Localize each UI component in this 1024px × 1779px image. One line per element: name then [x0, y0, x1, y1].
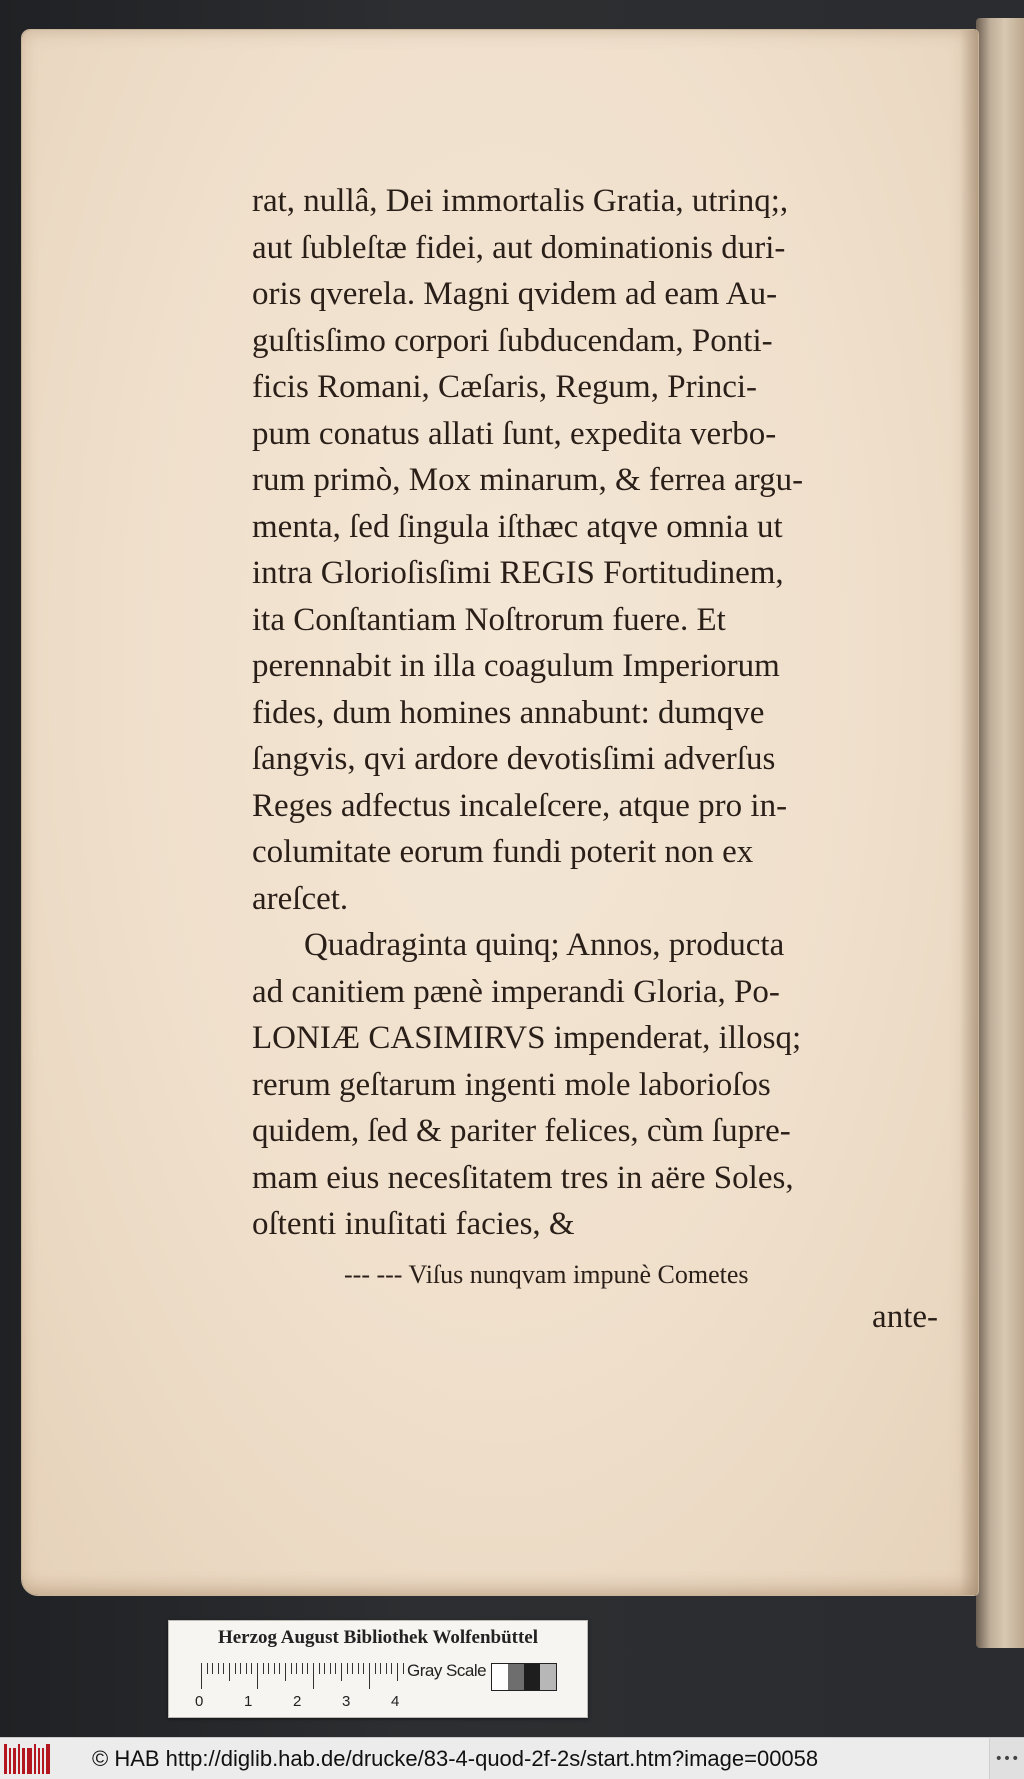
- ruler-tick: [257, 1663, 258, 1689]
- logo-bar: [22, 1748, 25, 1774]
- ruler-tick: [358, 1663, 359, 1674]
- ruler-tick: [207, 1663, 208, 1674]
- verse-quote: --- --- Viſus nunqvam impunè Cometes: [344, 1259, 749, 1289]
- ruler-tick: [218, 1663, 219, 1674]
- ruler-tick: [319, 1663, 320, 1674]
- logo-bar: [38, 1748, 41, 1774]
- text-line: ficis Romani, Cæſaris, Regum, Princi-: [252, 369, 758, 405]
- text-line: pum conatus allati ſunt, expedita verbo-: [252, 415, 777, 452]
- ruler-tick: [403, 1663, 404, 1674]
- text-line: Reges adfectus incaleſcere, atque pro in-: [252, 787, 788, 824]
- ruler-tick: [291, 1663, 292, 1674]
- ruler-tick: [263, 1663, 264, 1674]
- logo-bar: [4, 1744, 7, 1774]
- ruler-tick: [296, 1663, 297, 1674]
- catchword-line: [252, 1294, 952, 1334]
- ruler-tick: [268, 1663, 269, 1674]
- text-line: intra Glorioſisſimi REGIS Fortitudinem,: [252, 555, 784, 591]
- logo-bar: [27, 1748, 32, 1774]
- logo-bar: [9, 1748, 11, 1774]
- paragraph-start-line: Quadraginta quinq; Annos, producta: [304, 927, 785, 963]
- text-line: rum primò, Mox minarum, & ferrea argu-: [252, 462, 804, 498]
- ruler-tick: [330, 1663, 331, 1674]
- text-line: columitate eorum fundi poterit non ex: [252, 834, 754, 870]
- ruler-tick: [335, 1663, 336, 1674]
- ruler-tick: [397, 1663, 398, 1681]
- ruler-tick: [324, 1663, 325, 1674]
- text-line: mam eius necesſitatem tres in aëre Soles,: [252, 1159, 794, 1196]
- ruler-tick: [375, 1663, 376, 1674]
- text-line: perennabit in illa coagulum Imperiorum: [252, 648, 780, 684]
- text-line: quidem, ſed & pariter felices, cùm ſupre-: [252, 1113, 791, 1149]
- ruler-tick: [302, 1663, 303, 1674]
- logo-bar: [42, 1748, 44, 1774]
- ruler-tick: [212, 1663, 213, 1674]
- ruler-number: 3: [342, 1693, 351, 1710]
- ruler-tick: [352, 1663, 353, 1674]
- more-options-button[interactable]: •••: [989, 1738, 1024, 1779]
- logo-bar: [13, 1748, 17, 1774]
- catchword: ante-: [872, 1298, 938, 1335]
- page-text: [252, 178, 952, 1334]
- text-line: menta, ſed ſingula iſthæc atqve omnia ut: [252, 508, 783, 545]
- text-line: LONIÆ CASIMIRVS impenderat, illosq;: [252, 1020, 802, 1056]
- logo-bar: [18, 1744, 20, 1774]
- text-line: ita Conſtantiam Noſtrorum fuere. Et: [252, 601, 726, 638]
- gray-swatch-cell: [508, 1664, 524, 1690]
- gray-swatch-cell: [524, 1664, 540, 1690]
- ruler-tick: [341, 1663, 342, 1681]
- ruler-tick: [285, 1663, 286, 1681]
- ruler-tick: [347, 1663, 348, 1674]
- gray-scale-swatch: [491, 1663, 557, 1691]
- ruler-tick: [274, 1663, 275, 1674]
- ruler-tick: [313, 1663, 314, 1689]
- ruler-tick: [307, 1663, 308, 1674]
- ruler-number: 4: [391, 1693, 400, 1710]
- color-scale-ruler: [168, 1620, 588, 1718]
- copyright-url-text[interactable]: © HAB http://diglib.hab.de/drucke/83-4-quod-2f-2s/start.htm?image=00058: [92, 1745, 819, 1771]
- gray-swatch-cell: [540, 1664, 556, 1690]
- ruler-tick: [240, 1663, 241, 1674]
- ruler-number: 2: [293, 1693, 302, 1710]
- hab-logo-icon[interactable]: [4, 1744, 50, 1774]
- next-page-edge: [976, 18, 1024, 1648]
- text-line: ſangvis, qvi ardore devotisſimi adverſus: [252, 741, 776, 777]
- ruler-tick: [229, 1663, 230, 1681]
- text-line: aut ſubleſtæ fidei, aut dominationis duri-: [252, 229, 786, 266]
- ruler-tick: [235, 1663, 236, 1674]
- text-line: areſcet.: [252, 880, 349, 917]
- ruler-number: 1: [244, 1693, 253, 1710]
- text-line: rerum geſtarum ingenti mole laborioſos: [252, 1066, 771, 1103]
- ruler-tick: [246, 1663, 247, 1674]
- logo-bar: [46, 1744, 50, 1774]
- ruler-tick: [223, 1663, 224, 1674]
- text-line: oris qverela. Magni qvidem ad eam Au-: [252, 276, 778, 312]
- gray-swatch-cell: [492, 1664, 508, 1690]
- ruler-number: 0: [195, 1693, 204, 1710]
- text-line: ad canitiem pænè imperandi Gloria, Po-: [252, 973, 780, 1010]
- ruler-tick: [380, 1663, 381, 1674]
- ruler-numbers: [195, 1693, 595, 1713]
- text-line: fides, dum homines annabunt: dumqve: [252, 694, 765, 731]
- ruler-tick: [279, 1663, 280, 1674]
- text-line: rat, nullâ, Dei immortalis Gratia, utrinq;,: [252, 183, 789, 219]
- ruler-tick: [363, 1663, 364, 1674]
- ruler-tick: [391, 1663, 392, 1674]
- footer-bar: [0, 1737, 1024, 1779]
- ruler-tick: [251, 1663, 252, 1674]
- text-line: oſtenti inuſitati facies, &: [252, 1206, 575, 1242]
- gray-scale-label: Gray Scale: [407, 1661, 487, 1680]
- logo-bar: [34, 1744, 36, 1774]
- ruler-tick: [369, 1663, 370, 1689]
- text-line: guſtisſimo corpori ſubducendam, Ponti-: [252, 322, 773, 359]
- ruler-title: Herzog August Bibliothek Wolfenbüttel: [217, 1627, 539, 1648]
- ruler-tick: [201, 1663, 202, 1689]
- ruler-tick: [386, 1663, 387, 1674]
